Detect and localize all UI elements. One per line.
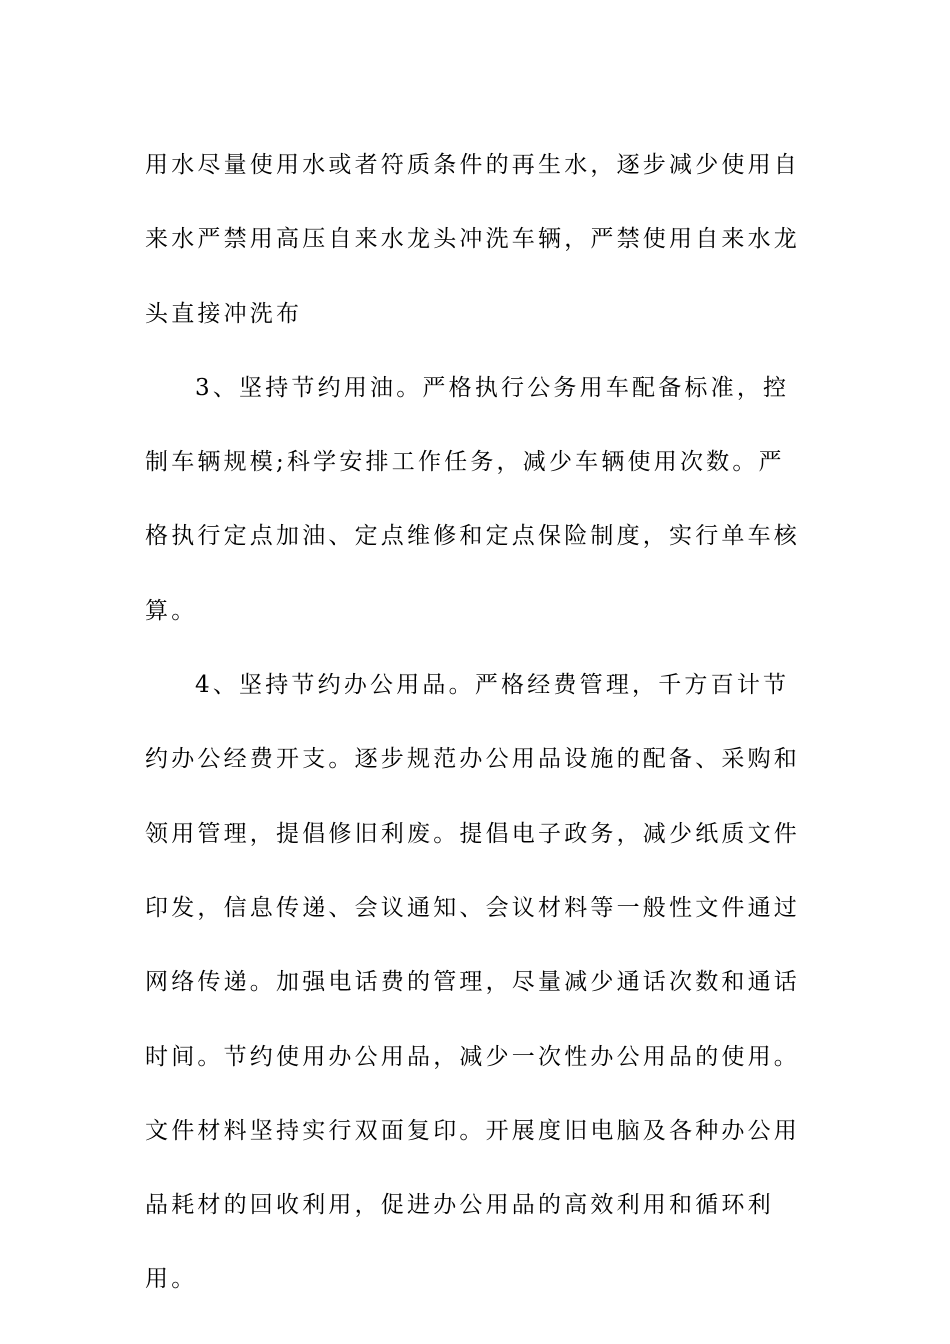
paragraph-water-continuation: 用水尽量使用水或者符质条件的再生水，逐步减少使用自来水严禁用高压自来水龙头冲洗车辆，严禁使用自来水龙头直接冲洗布	[145, 152, 800, 327]
paragraph-save-office-supplies: 4、坚持节约办公用品。严格经费管理，千方百计节约办公经费开支。逐步规范办公用品设施的配备、采购和领用管理，提倡修旧利废。提倡电子政务，减少纸质文件印发，信息传递、会议通知、会议材料等一般性文件通过网络传递。加强电话费的管理，尽量减少通话次数和通话时间。节约使用办公用品，减少一次性办公用品的使用。文件材料坚持实行双面复印。开展度旧电脑及各种办公用品耗材的回收利用，促进办公用品的高效利用和循环利用。	[145, 672, 800, 1293]
document-body	[145, 128, 805, 1317]
paragraph-save-fuel: 3、坚持节约用油。严格执行公务用车配备标准，控制车辆规模;科学安排工作任务，减少车辆使用次数。严格执行定点加油、定点维修和定点保险制度，实行单车核算。	[145, 374, 800, 624]
